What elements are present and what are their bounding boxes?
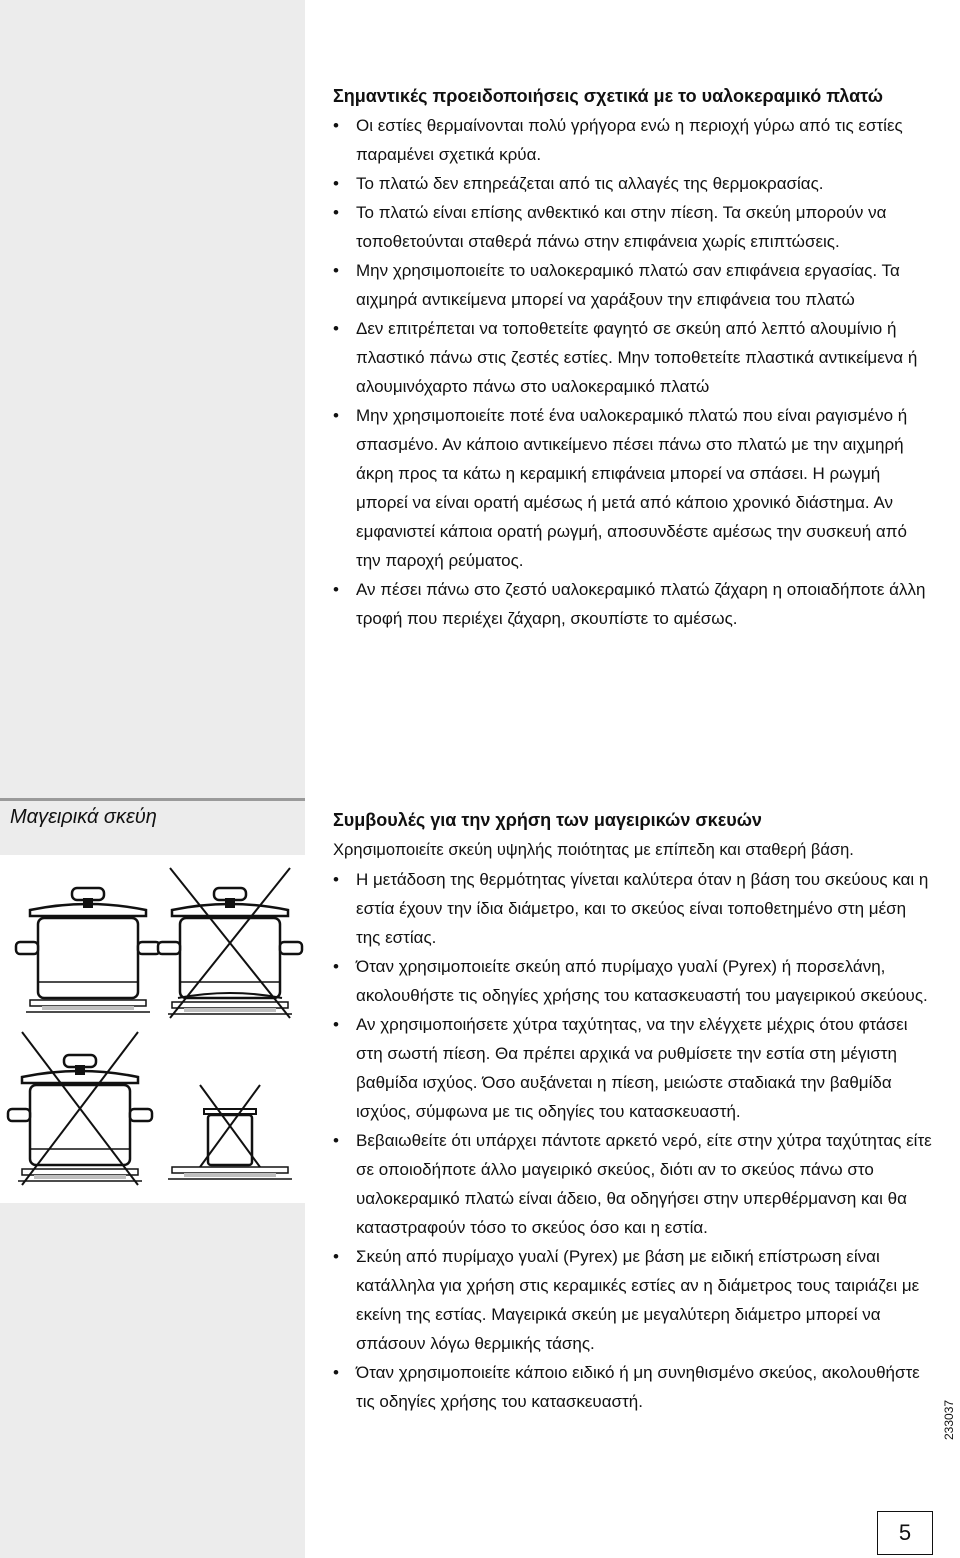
list-item: • Σκεύη από πυρίμαχο γυαλί (Pyrex) με βάση με ειδική επίστρωση είναι κατάλληλα για χρήση στις κεραμικές εστίες αν η διάμετρος τους ταιριάζει με εκείνη της εστίας. Μαγειρικά σκεύη με μεγαλύτερη διάμετρο μπορεί να σπάσουν λόγω θερμικής τάσης.	[333, 1242, 933, 1358]
list-item: • Μην χρησιμοποιείτε ποτέ ένα υαλοκεραμικό πλατώ που είναι ραγισμένο ή σπασμένο. Αν κάποιο αντικείμενο πέσει πάνω στο πλατώ με την αιχμηρή άκρη προς τα κάτω η κεραμική επιφάνεια μπορεί να σπάσει. Η ρωγμή μπορεί να είναι ορατή αμέσως ή μετά από κάποιο χρονικό διάστημα. Αν εμφανιστεί κάποια ορατή ρωγμή, αποσυνδέστε αμέσως την συσκευή από την παροχή ρεύματος.	[333, 401, 933, 575]
page-number: 5	[877, 1511, 933, 1555]
section-cookware-tips	[333, 806, 933, 1416]
list-item: • Το πλατώ δεν επηρεάζεται από τις αλλαγές της θερμοκρασίας.	[333, 169, 933, 198]
section-heading: Σημαντικές προειδοποιήσεις σχετικά με το υαλοκεραμικό πλατώ	[333, 86, 883, 106]
list-item: • Αν πέσει πάνω στο ζεστό υαλοκεραμικό πλατώ ζάχαρη η οποιαδήποτε άλλη τροφή που περιέχει ζάχαρη, σκουπίστε το αμέσως.	[333, 575, 933, 633]
list-item: • Το πλατώ είναι επίσης ανθεκτικό και στην πίεση. Τα σκεύη μπορούν να τοποθετούνται σταθερά πάνω στην επιφάνεια χωρίς επιπτώσεις.	[333, 198, 933, 256]
section-label-cookware: Μαγειρικά σκεύη	[10, 806, 157, 828]
document-code: 233037	[942, 1399, 956, 1440]
section-glass-ceramic-warnings	[333, 82, 933, 633]
list-item: • Αν χρησιμοποιήσετε χύτρα ταχύτητας, να την ελέγχετε μέχρις ότου φτάσει στη σωστή πίεση. Θα πρέπει αρχικά να ρυθμίσετε την εστία στη μέγιστη βαθμίδα ισχύος. Όσο αυξάνεται η πίεση, μειώστε σταδιακά την βαθμίδα ισχύος, σύμφωνα με τις οδηγίες του κατασκευαστή.	[333, 1010, 933, 1126]
list-item: • Η μετάδοση της θερμότητας γίνεται καλύτερα όταν η βάση του σκεύους και η εστία έχουν την ίδια διάμετρο, και το σκεύος είναι τοποθετημένο στη μέση της εστίας.	[333, 865, 933, 952]
tips-list	[333, 865, 933, 1416]
list-item: • Οι εστίες θερμαίνονται πολύ γρήγορα ενώ η περιοχή γύρω από τις εστίες παραμένει σχετικά κρύα.	[333, 111, 933, 169]
left-sidebar	[0, 0, 305, 1558]
list-item: • Όταν χρησιμοποιείτε σκεύη από πυρίμαχο γυαλί (Pyrex) ή πορσελάνη, ακολουθήστε τις οδηγίες χρήσης του κατασκευαστή του μαγειρικού σκεύους.	[333, 952, 933, 1010]
sidebar-divider	[0, 798, 305, 801]
warning-list	[333, 111, 933, 633]
pot-wrong-icon	[158, 868, 302, 1018]
section-intro: Χρησιμοποιείτε σκεύη υψηλής ποιότητας με επίπεδη και σταθερή βάση.	[333, 841, 854, 859]
cookware-illustration	[0, 855, 305, 1203]
list-item: • Βεβαιωθείτε ότι υπάρχει πάντοτε αρκετό νερό, είτε στην χύτρα ταχύτητας είτε σε οποιοδήποτε άλλο μαγειρικό σκεύος, διότι αν το σκεύος πάνω στο υαλοκεραμικό πλατώ είναι άδειο, θα οδηγήσει στην υπερθέρμανση και θα καταστραφούν τόσο το σκεύος όσο και η εστία.	[333, 1126, 933, 1242]
list-item: • Δεν επιτρέπεται να τοποθετείτε φαγητό σε σκεύη από λεπτό αλουμίνιο ή πλαστικό πάνω στις ζεστές εστίες. Μην τοποθετείτε πλαστικά αντικείμενα ή αλουμινόχαρτο πάνω στο υαλοκεραμικό πλατώ	[333, 314, 933, 401]
section-heading: Συμβουλές για την χρήση των μαγειρικών σκευών	[333, 810, 762, 830]
pot-wrong-warped-icon	[8, 1032, 152, 1185]
pot-wrong-small-icon	[168, 1085, 292, 1179]
list-item: • Μην χρησιμοποιείτε το υαλοκεραμικό πλατώ σαν επιφάνεια εργασίας. Τα αιχμηρά αντικείμενα μπορεί να χαράξουν την επιφάνεια του πλατώ	[333, 256, 933, 314]
list-item: • Όταν χρησιμοποιείτε κάποιο ειδικό ή μη συνηθισμένο σκεύος, ακολουθήστε τις οδηγίες χρήσης του κατασκευαστή.	[333, 1358, 933, 1416]
pot-correct-icon	[16, 888, 160, 1012]
cookware-illustration-svg	[0, 855, 305, 1203]
